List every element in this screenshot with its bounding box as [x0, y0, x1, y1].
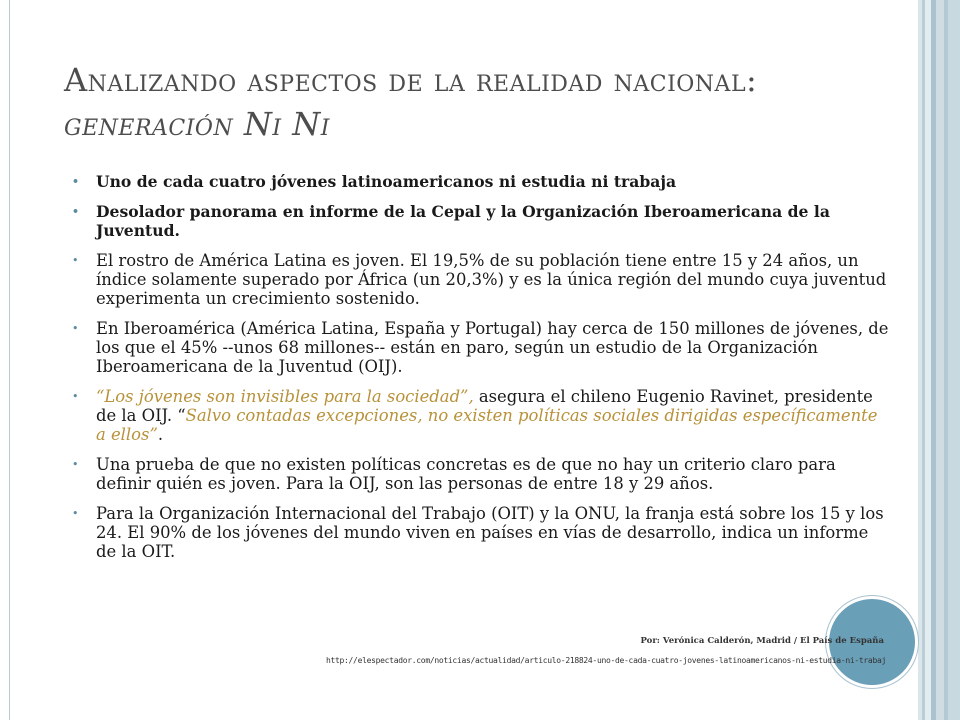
- slide-title: [64, 58, 904, 146]
- bullet-text: Para la Organización Internacional del Trabajo (OIT) y la ONU, la franja está sobre los 15 y los 24. El 90% de los jóvenes del mundo viven en países en vías de desarrollo, indica un informe de la OIT.: [96, 504, 884, 561]
- bullet-text: asegura el chileno Eugenio Ravinet, presidente de la OIJ. “: [96, 387, 873, 425]
- bullet-text: En Iberoamérica (América Latina, España y Portugal) hay cerca de 150 millones de jóvenes, de los que el 45% --unos 68 millones-- están en paro, según un estudio de la Organización Iberoamericana de la Juventud (OIJ).: [96, 319, 889, 376]
- list-item: [72, 172, 892, 191]
- left-border-line: [9, 0, 10, 720]
- source-url[interactable]: http://elespectador.com/noticias/actualidad/articulo-218824-uno-de-cada-cuatro-jovenes-latinoamericanos-ni-estudia-ni-trabaj: [325, 656, 886, 665]
- list-item: [72, 202, 892, 240]
- bullet-list: [72, 172, 892, 572]
- bullet-text: El rostro de América Latina es joven. El 19,5% de su población tiene entre 15 y 24 años, un índice solamente superado por África (un 20,3%) y es la única región del mundo cuya juventud experimenta un crecimiento sostenido.: [96, 251, 887, 308]
- byline: Por: Verónica Calderón, Madrid / El País de España: [640, 636, 884, 646]
- bullet-text: Una prueba de que no existen políticas concretas es de que no hay un criterio claro para definir quién es joven. Para la OIJ, son las personas de entre 18 y 29 años.: [96, 455, 836, 493]
- quote-text: Salvo contadas excepciones, no existen políticas sociales dirigidas específicamente a ellos”: [96, 406, 878, 444]
- list-item: [72, 504, 892, 561]
- bullet-text: Uno de cada cuatro jóvenes latinoamericanos ni estudia ni trabaja: [96, 172, 677, 191]
- list-item: [72, 251, 892, 308]
- quote-text: “Los jóvenes son invisibles para la sociedad”,: [96, 387, 474, 406]
- list-item: [72, 455, 892, 493]
- bullet-text: Desolador panorama en informe de la Cepal y la Organización Iberoamericana de la Juventud.: [96, 202, 830, 240]
- title-italic: generación Ni Ni: [64, 105, 330, 143]
- title-main: Analizando aspectos de la realidad nacional:: [64, 61, 758, 99]
- decorative-stripes: [918, 0, 960, 720]
- bullet-text: .: [157, 425, 164, 444]
- list-item: [72, 387, 892, 444]
- list-item: [72, 319, 892, 376]
